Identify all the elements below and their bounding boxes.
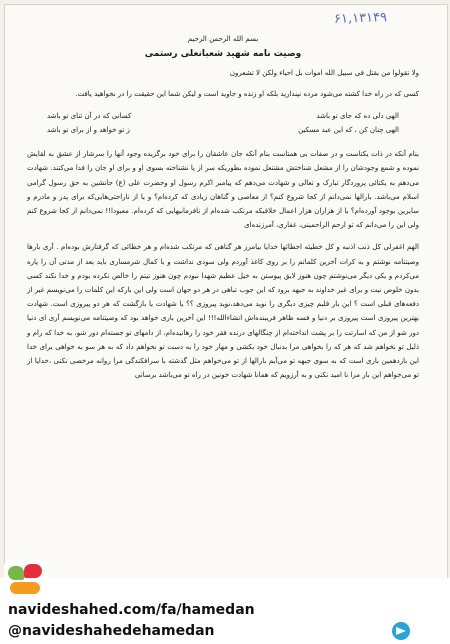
poem-hemistich: کسانی که در آن ثنای تو باشد — [47, 112, 132, 121]
poem-line — [27, 109, 419, 123]
telegram-icon[interactable] — [392, 622, 410, 640]
paragraph: الهم اغفرلی کل ذنب اذنبه و کل خطیئه اخطائها خدایا بیامرز هر گناهی که مرتکب شده‌ام و هر خطائی که گرفتارش بوده‌ام . آری بارها وصیتنامه نوشتم و به کرات آخرین کلماتم را بر روی کاغذ آوردم ولی سودی نداشت و با کمال شرمساری باید بعد از مدتی آن را پاره می‌کردم و یکی دیگر می‌نوشتم چون هنوز لایق پیوستن به خیل عظیم شهدا نبودم چون هنوز تیتم را خالص نکرده بودم و خدا نکند کسی بدون خلوص نیت و برای غیر خداوند به جبهه برود که این جوب تباهی در هر دو جهان است ولی این بارکه این کلمات را می‌نویسم غیر از دفعه‌های قبلی است ؟ این بار قلبم چیزی دیگری را نوید می‌دهد،نوید پیروزی ؟؟ یا شهادت یا بازگشت که هر دو پیروزی است. شهادت بهترین پیروزی است پیروزی بر دنیا و فسه ظاهر فریبنده‌اش انشاءالله!!! این آخرین باری خواهد بود که وصیتنامه می‌نویسم آری ای دنیا دور شو از من که اسارتت را بر پشت انداخته‌ام از چنگالهای درنده فقر خود را رهانیده‌ام، از دامهای تو جسته‌ام دور شو، به خدا که رام و ذلیل تو نخواهم شد که هر که را بخواهی مرا بدنبال خود بکشی و مهار خود را به دست تو نخواهم داد که به هر سو به خواهی برای خدا این بازدهمین باری است که به سوی جبهه تو می‌آیم بارالها از تو می‌خواهم مثل گذشته با سرافکندگی مرا روانه مرخصی نکنی ،خدایا از تو می‌خواهم این بار مرا نا امید نکنی و به آرزویم که همانا شهادت خونین در راه تو می‌باشد برسانی — [27, 243, 419, 380]
paragraph: بنام آنکه در ذات یکتاست و در صفات بی همتاست بنام آنکه جان عاشقان را برای خود برگزیده وجود آنها را سرشار از عشق به لقایش نموده و شمع وجودشان را از مشعل شناختش مشتعل نموده بطوریکه سر از پا نشناخته بسوی او و برای او جان را فدا می‌کنند. شهادت می‌دهم به یکتائی پروردگار تبارک و تعالی و شهادت می‌دهم که پیامبر اکرم رسول او وحضرت علی (ع) جانشین به حق رسول گرامی اسلام می‌باشد. بارالها نمی‌دانم از کجا شروع کنم؟ از معاصی و گناهان زیادی که کرده‌ام؟ و یا از ناراحتی‌هایی‌که برای پدر و مادرم و سایرین بوجود آورده‌ام؟ یا از هزاران هزار اعمال خلافیکه مرتکب شده‌ام از نافرمانیهایی که کرده‌ام. معبودا!! نمی‌دانم از کجا شروع کنم ولی این را می‌دانم که تو ارحم الراحمینی، غفاری، آمرزنده‌ای — [27, 150, 419, 230]
paragraph: کسی که در راه خدا کشته می‌شود مرده نپندارید بلکه او زنده و جاوید است و لیکن شما این حقیقت را در نخواهید یافت. — [75, 90, 419, 98]
poem-line — [27, 123, 419, 137]
reference-number: ۶۱,۱۳۱۴۹ — [333, 10, 388, 27]
hamedan-logo — [4, 560, 48, 604]
document-sheet — [4, 4, 448, 642]
poem-hemistich: الهی دلی ده که جای تو باشد — [316, 112, 399, 121]
website-link[interactable]: navideshahed.com/fa/hamedan — [8, 602, 255, 618]
poem — [27, 109, 419, 137]
poem-hemistich: الهی چنان کن ، که این عبد مسکین — [298, 126, 399, 135]
quran-verse: ولا تقولوا من یقتل فی سبیل الله اموات بل احیاء ولکن لا تشعرون — [229, 69, 419, 77]
basmala: بسم الله الرحمن الرحیم — [187, 35, 259, 43]
telegram-handle[interactable]: @navideshahedehamedan — [8, 623, 215, 639]
document-body — [27, 35, 419, 390]
poem-hemistich: ز تو خواهد و از برای تو باشد — [47, 126, 130, 135]
footer-banner — [0, 578, 450, 644]
document-title: وصیت نامه شهید شعبانعلی رستمی — [144, 49, 302, 59]
